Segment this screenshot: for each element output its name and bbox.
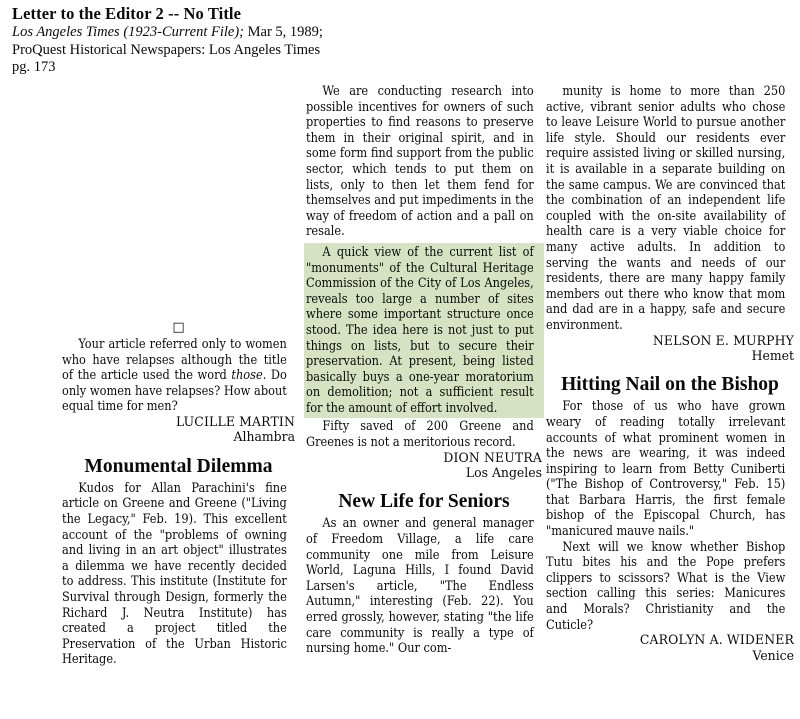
signer-city: Hemet [751, 348, 794, 364]
signer-name: DION NEUTRA [443, 450, 542, 466]
letter-closing-fifty-saved: Fifty saved of 200 Greene and Greenes is not a meritorious record. [306, 419, 534, 451]
letter-body-continued-research: We are conducting research into possible incentives for owners of such properties to find reasons to preserve them in their original spirit, and in some form find support from the public sector, which tends to put them on lists, only to then let them fend for themselves and put impediments in the way of freedom of action and a pall on resale. [306, 84, 534, 240]
document-title: Letter to the Editor 2 -- No Title [12, 4, 242, 23]
highlighted-passage[interactable] [304, 243, 544, 419]
signer-city: Los Angeles [465, 466, 542, 482]
database-name: ProQuest Historical Newspapers: Los Angeles Times [12, 41, 321, 58]
section-heading-new-life-for-seniors: New Life for Seniors [338, 491, 510, 513]
signer-name: LUCILLE MARTIN [175, 414, 295, 430]
letter-body-continued-community: munity is home to more than 250 active, vibrant senior adults who chose to leave Leisure World to pursue another life style. Should our residents ever require assisted living or skilled nursing, it is available in a separate building on the same campus. We are convinced that the combination of an independent life coupled with the on-site availability of health care is a very viable choice for many active adults. In addition to serving the wants and needs of our residents, there are many happy family members out there who know that mom and dad are in a happy, safe and secure environment. [546, 84, 786, 333]
column-3-top-spacer [546, 0, 794, 84]
page-number: pg. 173 [12, 59, 56, 75]
column-1-top-spacer [62, 0, 295, 321]
signature-nelson-murphy [555, 334, 794, 365]
letter-paragraph-2-bishop: Next will we know whether Bishop Tutu bites his and the Pope prefers clippers to scissors? What is the View section calling this series: Manicures and Morals? Christianity and the Cuticle? [546, 539, 786, 633]
letter-body-monumental-dilemma: Kudos for Allan Parachini's fine article on Greene and Greene ("Living the Legacy," Feb. 19). This excellent account of the "problems of owning and living in an art object" illustrates a dilemma we have recently decided to address. This institute (Institute for Survival through Design, formerly the Richard J. Neutra Institute) has created a project titled the Preservation of the Urban Historic Heritage. [62, 480, 287, 668]
letter-body-new-life-for-seniors: As an owner and general manager of Freedom Village, a life care community one mile from Leisure World, Laguna Hills, I found David Larsen's article, "The Endless Autumn," interesting (Feb. 22). You erred grossly, however, stating "the life care community is really a type of nursing home." Our com- [306, 516, 534, 657]
newspaper-column-3 [546, 0, 794, 664]
section-heading-monumental-dilemma: Monumental Dilemma [84, 455, 273, 477]
highlighted-passage-text: A quick view of the current list of "monuments" of the Cultural Heritage Commission of the City of Los Angeles, reveals too large a number of sites where some important structure once stood. The idea here is not just to put things on lists, but to secure their preservation. At present, being listed basically buys a one-year moratorium on demolition; not a sufficient result for the amount of effort involved. [306, 244, 534, 416]
signer-city: Venice [752, 648, 794, 664]
newspaper-column-1 [62, 0, 295, 668]
letter-text-italic-those: those [231, 368, 263, 384]
signer-name: NELSON E. MURPHY [652, 333, 794, 349]
letter-paragraph-1-bishop: For those of us who have grown weary of reading totally irrelevant accounts of what prominent women in the news are wearing, it was indeed inspiring to learn from Betty Cuniberti ("The Bishop of Controversy," Feb. 15) that Barbara Harris, the first female bishop of the Episcopal Church, has "manicured mauve nails." [546, 399, 786, 540]
section-heading-hitting-nail-on-the-bishop: Hitting Nail on the Bishop [561, 374, 779, 396]
publication-date: Mar 5, 1989; [247, 24, 323, 40]
signature-lucille-martin [70, 415, 295, 446]
signature-dion-neutra [314, 451, 542, 482]
signer-name: CAROLYN A. WIDENER [639, 633, 794, 649]
letter-body-lucille-martin [62, 337, 287, 415]
newspaper-column-2 [306, 0, 542, 657]
square-dinkus-icon: □ [172, 320, 185, 335]
letter-text-part-2: . Do only women have relapses? How about equal time for men? [62, 368, 287, 415]
signer-city: Alhambra [233, 430, 295, 446]
signature-carolyn-widener [555, 633, 794, 664]
publication-name: Los Angeles Times (1923-Current File); [12, 24, 244, 40]
column-2-top-spacer [306, 0, 542, 84]
letter-text-part-1: Your article referred only to women who have relapses although the title of the article used the word [62, 337, 287, 384]
